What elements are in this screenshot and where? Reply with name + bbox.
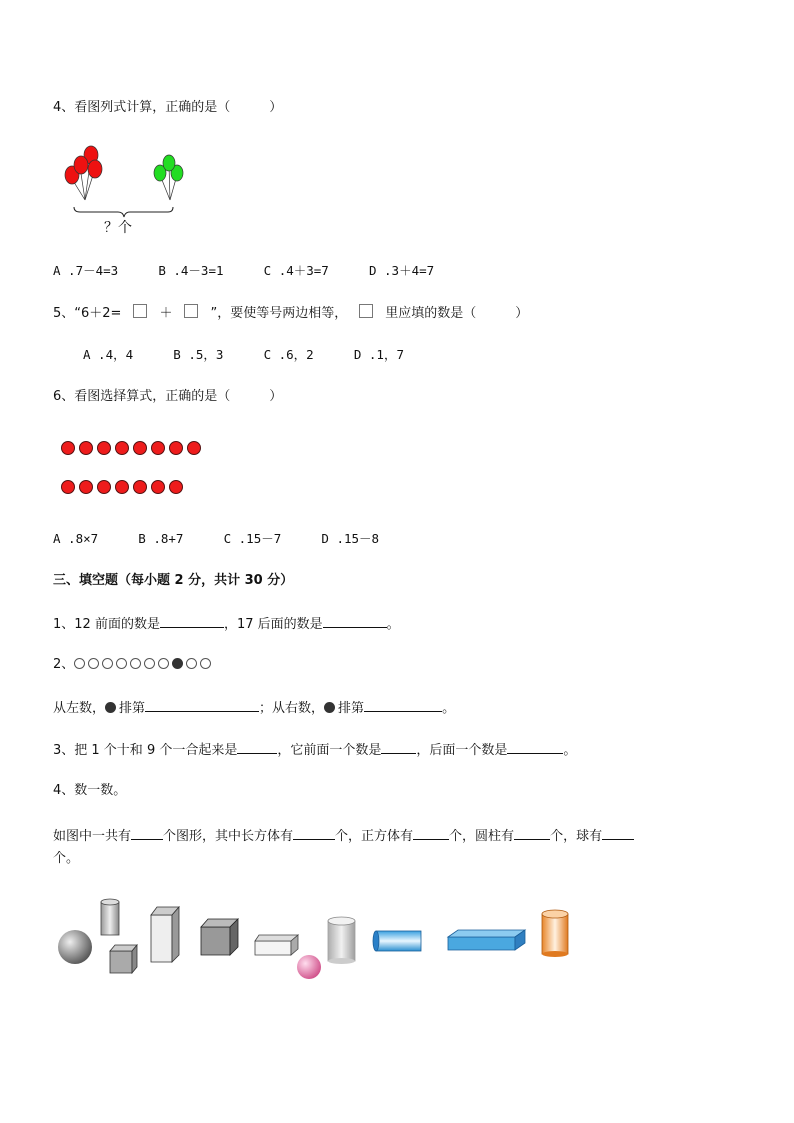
hollow-circle-icon bbox=[102, 658, 113, 669]
q4-option-a[interactable]: A .7－4=3 bbox=[53, 263, 119, 278]
answer-box-icon bbox=[184, 304, 198, 318]
red-dot-icon bbox=[187, 441, 201, 455]
q4-option-b[interactable]: B .4－3=1 bbox=[158, 263, 224, 278]
fill-q3 bbox=[53, 740, 576, 760]
fill-q3-text-b: ，它前面一个数是 bbox=[277, 743, 382, 758]
fill-q4-blank-sphere[interactable] bbox=[602, 826, 634, 840]
fill-q2-text-a: 从左数， bbox=[53, 701, 106, 716]
q5-title bbox=[53, 304, 528, 323]
red-dot-icon bbox=[151, 441, 165, 455]
fill-q2-text-d: 排第 bbox=[338, 701, 365, 716]
cylinder-white-icon bbox=[328, 917, 355, 964]
fill-q1-end: 。 bbox=[386, 617, 400, 632]
q5-option-d[interactable]: D .1，7 bbox=[353, 347, 404, 362]
red-dot-icon bbox=[151, 480, 165, 494]
fill-q3-text-a: 3、把 1 个十和 9 个一合起来是 bbox=[53, 743, 238, 758]
fill-q1-text-a: 1、12 前面的数是 bbox=[53, 617, 160, 632]
balloon-figure bbox=[60, 145, 190, 235]
red-dot-icon bbox=[133, 441, 147, 455]
fill-q2-blank-1[interactable] bbox=[145, 698, 259, 712]
q6-options bbox=[53, 530, 415, 549]
fill-q3-end: 。 bbox=[563, 743, 577, 758]
fill-q4-text-a: 如图中一共有 bbox=[53, 829, 132, 844]
filled-circle-icon bbox=[105, 702, 116, 713]
fill-q3-blank-3[interactable] bbox=[507, 740, 563, 754]
q5-plus: ＋ bbox=[159, 306, 173, 321]
fill-q4-blank-cylinder[interactable] bbox=[514, 826, 550, 840]
fill-q4-text-c: 个，正方体有 bbox=[335, 829, 414, 844]
fill-q2-blank-2[interactable] bbox=[364, 698, 442, 712]
fill-q2-end: 。 bbox=[442, 701, 456, 716]
red-dots-row-2 bbox=[61, 480, 183, 494]
fill-q4-title: 4、数一数。 bbox=[53, 783, 127, 798]
fill-q4-blank-total[interactable] bbox=[131, 826, 163, 840]
fill-q4-text-e: 个，球有 bbox=[550, 829, 603, 844]
hollow-circle-icon bbox=[130, 658, 141, 669]
cuboid-blue-icon bbox=[448, 930, 525, 950]
red-dot-icon bbox=[61, 480, 75, 494]
answer-box-icon bbox=[133, 304, 147, 318]
red-dot-icon bbox=[115, 480, 129, 494]
answer-box-icon bbox=[359, 304, 373, 318]
q6-title: 6、看图选择算式，正确的是（ ） bbox=[53, 389, 283, 404]
q5-option-a[interactable]: A .4，4 bbox=[83, 347, 134, 362]
cylinder-blue-icon bbox=[373, 931, 421, 951]
red-dot-icon bbox=[169, 480, 183, 494]
q4-options bbox=[53, 262, 470, 281]
cylinder-gray-icon bbox=[101, 899, 119, 935]
q5-option-b[interactable]: B .5，3 bbox=[173, 347, 224, 362]
hollow-circle-icon bbox=[158, 658, 169, 669]
red-dot-icon bbox=[97, 480, 111, 494]
red-dot-icon bbox=[61, 441, 75, 455]
q4-option-d[interactable]: D .3＋4=7 bbox=[368, 263, 435, 278]
fill-q4-text-d: 个，圆柱有 bbox=[449, 829, 515, 844]
hollow-circle-icon bbox=[116, 658, 127, 669]
balloon-question-label: ？个 bbox=[104, 220, 132, 236]
q5-suffix: 里应填的数是（ ） bbox=[385, 306, 529, 321]
cylinder-orange-icon bbox=[542, 910, 568, 957]
fill-q1-blank-1[interactable] bbox=[160, 614, 224, 628]
fill-q4-end: 个。 bbox=[53, 851, 80, 866]
section-3-heading: 三、填空题（每小题 2 分，共计 30 分） bbox=[53, 573, 294, 588]
fill-q4-text-b: 个图形，其中长方体有 bbox=[163, 829, 294, 844]
q5-option-c[interactable]: C .6，2 bbox=[263, 347, 314, 362]
fill-q1 bbox=[53, 614, 400, 634]
hollow-circle-icon bbox=[200, 658, 211, 669]
fill-q3-blank-2[interactable] bbox=[381, 740, 416, 754]
hollow-circle-icon bbox=[74, 658, 85, 669]
q6-option-b[interactable]: B .8+7 bbox=[138, 531, 184, 546]
fill-q1-text-b: ，17 后面的数是 bbox=[223, 617, 323, 632]
fill-q2-question bbox=[53, 698, 455, 718]
red-dot-icon bbox=[115, 441, 129, 455]
q5-prefix: 5、“6＋2= bbox=[53, 306, 122, 321]
hollow-circle-icon bbox=[144, 658, 155, 669]
q4-title: 4、看图列式计算，正确的是（ ） bbox=[53, 100, 283, 115]
fill-q2-text-b: 排第 bbox=[119, 701, 146, 716]
red-dot-icon bbox=[79, 480, 93, 494]
red-dot-icon bbox=[169, 441, 183, 455]
red-dot-icon bbox=[97, 441, 111, 455]
fill-q2-circles bbox=[53, 656, 214, 674]
fill-q4-blank-cube[interactable] bbox=[413, 826, 449, 840]
cuboid-tall-icon bbox=[151, 907, 179, 962]
filled-circle-icon bbox=[172, 658, 183, 669]
fill-q2-text-c: ；从右数， bbox=[259, 701, 325, 716]
fill-q3-text-c: ，后面一个数是 bbox=[416, 743, 508, 758]
cube-gray-icon bbox=[110, 945, 137, 973]
fill-q1-blank-2[interactable] bbox=[323, 614, 387, 628]
hollow-circle-icon bbox=[88, 658, 99, 669]
fill-q4-question bbox=[53, 826, 634, 846]
q5-middle: ”，要使等号两边相等， bbox=[210, 306, 348, 321]
shapes-figure bbox=[53, 895, 583, 985]
cuboid-flat-icon bbox=[255, 935, 298, 955]
hollow-circle-icon bbox=[186, 658, 197, 669]
red-dot-icon bbox=[79, 441, 93, 455]
q6-option-c[interactable]: C .15－7 bbox=[223, 531, 282, 546]
filled-circle-icon bbox=[324, 702, 335, 713]
q4-option-c[interactable]: C .4＋3=7 bbox=[263, 263, 329, 278]
sphere-gray-icon bbox=[58, 930, 92, 964]
fill-q3-blank-1[interactable] bbox=[237, 740, 277, 754]
red-dot-icon bbox=[133, 480, 147, 494]
fill-q4-blank-cuboid[interactable] bbox=[293, 826, 335, 840]
q6-option-a[interactable]: A .8×7 bbox=[53, 531, 99, 546]
q5-options bbox=[83, 346, 440, 365]
fill-q2-label: 2、 bbox=[53, 657, 75, 672]
q6-option-d[interactable]: D .15－8 bbox=[321, 531, 380, 546]
sphere-pink-icon bbox=[297, 955, 321, 979]
red-dots-row-1 bbox=[61, 441, 201, 455]
cube-dark-icon bbox=[201, 919, 238, 955]
